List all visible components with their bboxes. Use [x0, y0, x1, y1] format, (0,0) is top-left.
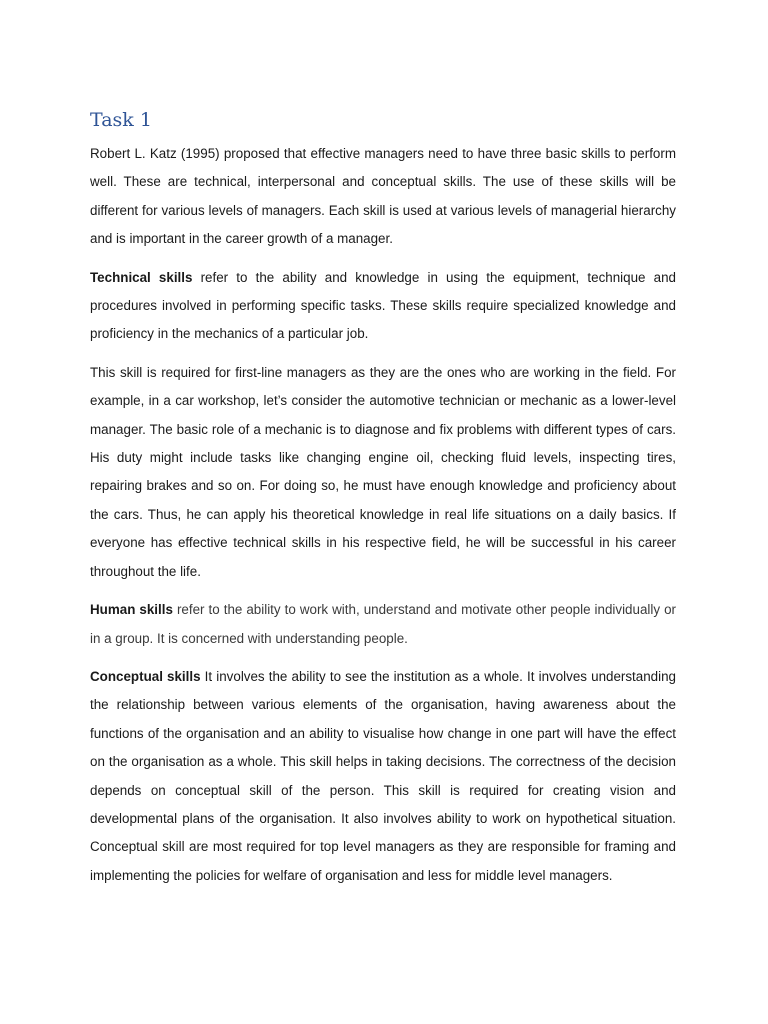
paragraph-intro	[90, 140, 676, 254]
paragraph-first-line-managers	[90, 359, 676, 586]
paragraph-text: refer to the ability and knowledge in using the equipment, technique and procedures involved in performing specific tasks. These skills require specialized knowledge and proficiency in the mechanics of a particular job.	[90, 269, 676, 342]
paragraph-human-skills	[90, 596, 676, 653]
paragraph-text: Robert L. Katz (1995) proposed that effective managers need to have three basic skills to perform well. These are technical, interpersonal and conceptual skills. The use of these skills will be different for various levels of managers. Each skill is used at various levels of managerial hierarchy and is important in the career growth of a manager.	[90, 146, 676, 247]
term-human-skills: Human skills	[90, 602, 173, 618]
paragraph-text: It involves the ability to see the institution as a whole. It involves understanding the relationship between various elements of the organisation, having awareness about the functions of the organisation and an ability to visualise how change in one part will have the effect on the organisation as a whole. This skill helps in taking decisions. The correctness of the decision depends on conceptual skill of the person. This skill is required for creating vision and developmental plans of the organisation. It also involves ability to work on hypothetical situation. Conceptual skill are most required for top level managers as they are responsible for framing and implementing the policies for welfare of organisation and less for middle level managers.	[90, 668, 676, 883]
paragraph-text: refer to the ability to work with, understand and motivate other people individually or in a group. It is concerned with understanding people.	[90, 602, 676, 646]
section-heading: Task 1	[90, 109, 152, 131]
document-body	[90, 140, 676, 900]
term-technical-skills: Technical skills	[90, 269, 193, 285]
paragraph-conceptual-skills	[90, 663, 676, 890]
paragraph-technical-skills	[90, 264, 676, 349]
term-conceptual-skills: Conceptual skills	[90, 668, 201, 684]
paragraph-text: This skill is required for first-line managers as they are the ones who are working in the field. For example, in a car workshop, let’s consider the automotive technician or mechanic as a lower-level manager. The basic role of a mechanic is to diagnose and fix problems with different types of cars. His duty might include tasks like changing engine oil, checking fluid levels, inspecting tires, repairing brakes and so on. For doing so, he must have enough knowledge and proficiency about the cars. Thus, he can apply his theoretical knowledge in real life situations on a daily basics. If everyone has effective technical skills in his respective field, he will be successful in his career throughout the life.	[90, 364, 676, 579]
